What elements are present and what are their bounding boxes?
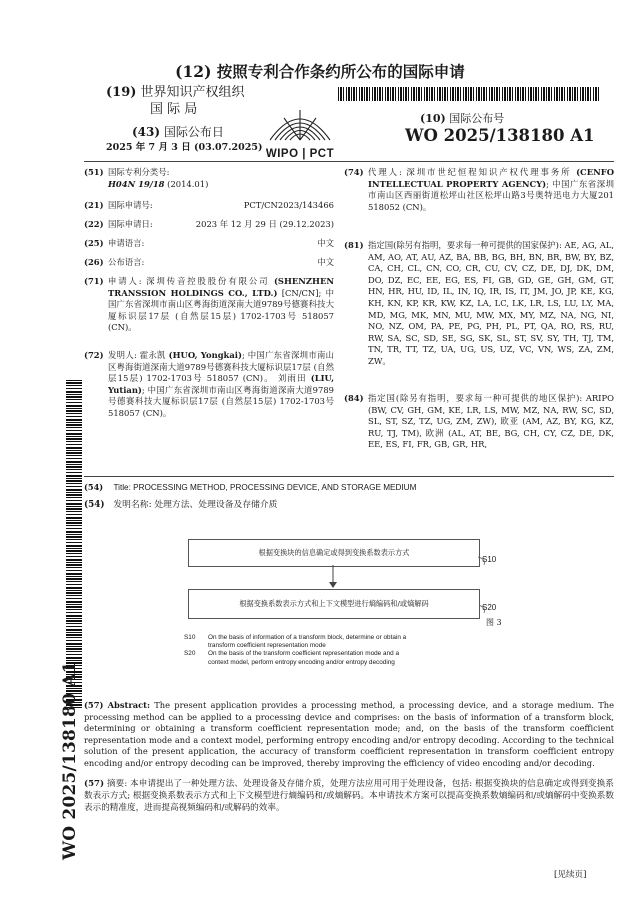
header-barcode <box>338 87 600 101</box>
title-zh: (54) 发明名称: 处理方法、处理设备及存储介质 <box>84 500 278 510</box>
wipo-pct-label: WIPO | PCT <box>265 148 335 160</box>
field-84-regional-states: (84) 指定国(除另有指明，要求每一种可提供的地区保护): ARIPO (BW, CV, GH, GM, KE, LR, LS, MW, MZ, NA, RW, SC, SD, SL, ST, SZ, TZ, UG, ZM, ZW), 欧亚 (AM, AZ, BY, KG, KZ, RU, TJ, TM), 欧洲 (AL, AT, BE, BG, CH, CY, CZ, DE, DK, EE, ES, FI, FR, GB, GR, HR, <box>344 393 614 450</box>
title-en: (54) Title: PROCESSING METHOD, PROCESSING DEVICE, AND STORAGE MEDIUM <box>84 482 417 492</box>
side-publication-number: WO 2025/138180 A1 <box>60 661 80 860</box>
mid-divider <box>84 476 614 477</box>
org-name: 世界知识产权组织 <box>140 85 245 100</box>
figure-legend <box>184 634 409 667</box>
pubno-value: WO 2025/138180 A1 <box>405 126 595 145</box>
pubno-code: (10) <box>420 112 446 125</box>
pubno-label: 国际公布号 <box>449 112 505 125</box>
continued-note: [见续页] <box>554 870 587 880</box>
abstract-zh: (57) 摘要: 本申请提出了一种处理方法、处理设备及存储介质，处理方法应用可用于处理设备，包括: 根据变换块的信息确定或得到变换系数表示方式; 根据变换系数表示方式和上下文模型进行熵编码和/或熵解码。本申请技术方案可以提高变换系数熵编码和/或熵解码中变换系数表示的精准度，进而提高视频编码和/或解码的效率。 <box>84 779 614 813</box>
field-74-agent: (74) 代理人: 深圳市世纪恒程知识产权代理事务所 (CENFO INTELLECTUAL PROPERTY AGENCY); 中国广东省深圳市南山区西丽街道松坪山社区松坪山路3号奥特迅电力大厦201 518052 (CN)。 <box>344 167 614 212</box>
document-title: (12) 按照专利合作条约所公布的国际申请 <box>175 62 465 81</box>
flow-step-s10-box: 根据变换块的信息确定或得到变换系数表示方式 <box>188 539 480 567</box>
flow-step-s20-label: S20 <box>482 603 497 612</box>
field-81-designated-states: (81) 指定国(除另有指明，要求每一种可提供的国家保护): AE, AG, AL, AM, AO, AT, AU, AZ, BA, BB, BG, BH, BN, BR, BW, BY, BZ, CA, CH, CL, CN, CO, CR, CU, CV, CZ, DE, DJ, DK, DM, DO, DZ, EC, EE, EG, ES, FI, GB, GD, GE, GH, GM, GT, HN, HR, HU, ID, IL, IN, IQ, IR, IS, IT, JM, JO, JP, KE, KG, KH, KN, KP, KR, KW, KZ, LA, LC, LK, LR, LS, LU, LY, MA, MD, MG, MK, MN, MU, MW, MX, MY, MZ, NA, NG, NI, NO, NZ, OM, PA, PE, PG, PH, PL, PT, QA, RO, RS, RU, RW, SA, SC, SD, SE, SG, SK, SL, ST, SV, SY, TH, TJ, TM, TN, TR, TT, TZ, UA, UG, US, UZ, VC, VN, WS, ZA, ZM, ZW。 <box>344 240 614 366</box>
flow-step-s10-label: S10 <box>482 555 497 564</box>
wipo-emblem-icon <box>264 104 336 144</box>
org-sub: 国 际 局 <box>150 102 198 117</box>
field-71-applicant: (71) 申请人: 深圳传音控股股份有限公司 (SHENZHEN TRANSSION HOLDINGS CO., LTD.) [CN/CN]; 中国广东省深圳市南山区粤海街道深南大道9789号德赛科技大厦标识层17层 (自然层15层) 1702-1703号 518057 (CN)。 <box>84 276 334 333</box>
abstract-en: (57) Abstract: The present application provides a processing method, a processing device, and a storage medium. The processing method can be applied to a processing device and comprises: on the basis of information of a transform block, determining or obtaining a transform coefficient representation mode; and, on the basis of the transform coefficient representation mode and a context model, performing entropy encoding and/or entropy decoding. According to the technical solution of the present application, the accuracy of transform coefficient representation in transform coefficient entropy encoding and/or entropy decoding can be improved, thereby improving the efficiency of video encoding and/or decoding. <box>84 700 614 768</box>
pubdate-block <box>106 124 263 156</box>
field-22: (22) 国际申请日: 2023 年 12 月 29 日 (29.12.2023) <box>84 219 334 229</box>
header-divider <box>84 161 614 162</box>
wipo-logo <box>264 104 336 162</box>
pubno-block <box>420 110 504 126</box>
figure-number: 图 3 <box>486 618 502 627</box>
legend-s20: S20 On the basis of the transform coefficient representation mode and a context model, perform entropy encoding and/or entropy decoding <box>184 650 400 666</box>
org-code: (19) <box>106 85 137 100</box>
legend-s10: S10 On the basis of information of a transform block, determine or obtain a transform coefficient representation mode <box>184 634 407 650</box>
field-25: (25) 申请语言: 中文 <box>84 238 334 248</box>
pubdate-value: 2025 年 7 月 3 日 (03.07.2025) <box>106 142 263 153</box>
pubdate-code: (43) <box>132 125 161 139</box>
field-26: (26) 公布语言: 中文 <box>84 257 334 267</box>
flow-step-s20-box: 根据变换系数表示方式和上下文模型进行熵编码和/或熵解码 <box>188 589 480 619</box>
pubdate-label: 国际公布日 <box>163 125 224 139</box>
org-block <box>106 84 245 118</box>
field-51: (51) 国际专利分类号: H04N 19/18 (2014.01) <box>84 167 209 189</box>
field-72-inventors: (72) 发明人: 霍永凯 (HUO, Yongkai); 中国广东省深圳市南山区粤海街道深南大道9789号德赛科技大厦标识层17层 (自然层15层) 1702-1703号 518057 (CN)。 刘雨田 (LIU, Yutian); 中国广东省深圳市南山区粤海街道深南大道9789号德赛科技大厦标识层17层 (自然层15层) 1702-1703号 518057 (CN)。 <box>84 350 335 418</box>
field-21: (21) 国际申请号: PCT/CN2023/143466 <box>84 200 334 210</box>
flowchart-figure <box>180 535 510 630</box>
